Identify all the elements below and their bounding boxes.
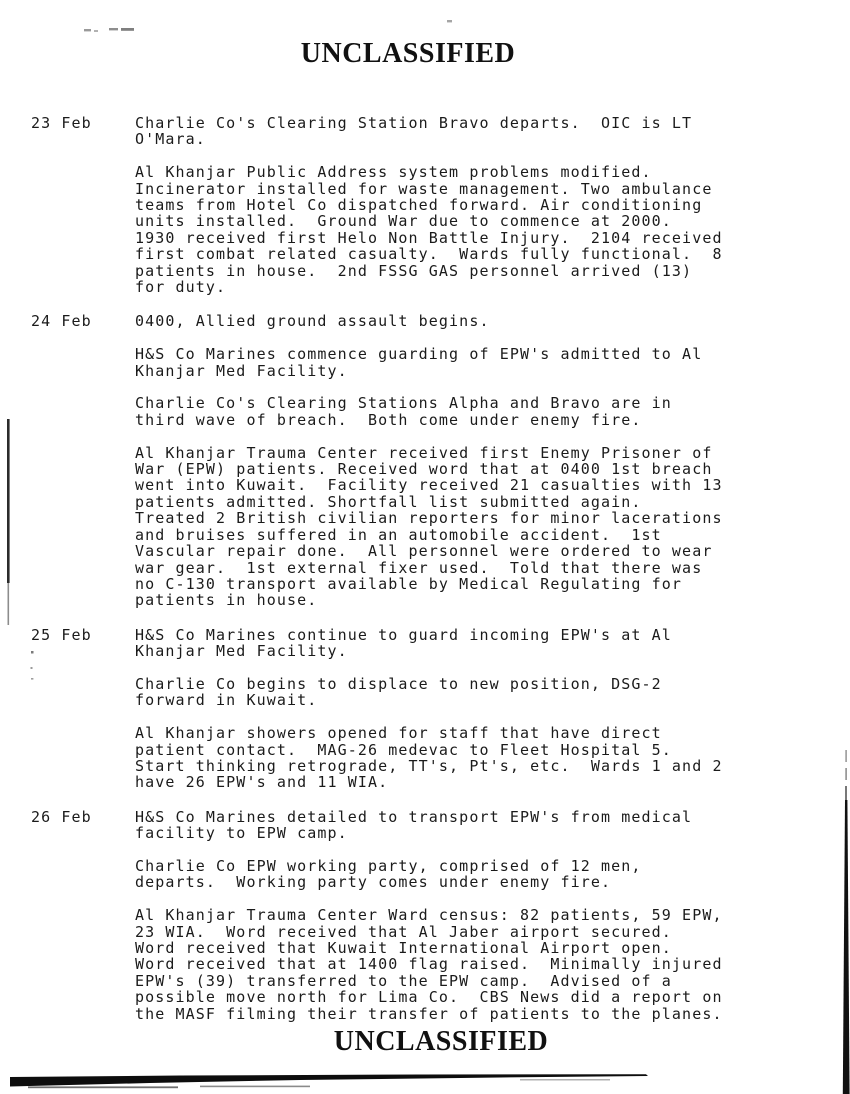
text-line: no C-130 transport available by Medical Regulating for (135, 574, 683, 593)
text-line: patients in house. (135, 591, 318, 610)
text-line: and bruises suffered in an automobile accident. 1st (135, 525, 662, 544)
text-line: War (EPW) patients. Received word that at 0400 1st breach (135, 460, 713, 479)
entry-paragraph (135, 346, 850, 379)
entry-paragraph (135, 907, 850, 1022)
text-line: 0400, Allied ground assault begins. (135, 312, 490, 331)
text-line: Charlie Co begins to displace to new position, DSG-2 (135, 674, 662, 693)
text-line: Al Khanjar Trauma Center received first Enemy Prisoner of (135, 443, 713, 462)
entry-paragraph (135, 395, 850, 428)
text-line: patient contact. MAG-26 medevac to Fleet Hospital 5. (135, 740, 672, 759)
text-line: first combat related casualty. Wards fully functional. 8 (135, 245, 723, 264)
text-line: teams from Hotel Co dispatched forward. Air conditioning (135, 196, 703, 215)
log-entry (31, 627, 850, 791)
text-line: Khanjar Med Facility. (135, 361, 348, 380)
text-line: O'Mara. (135, 130, 206, 149)
entry-paragraph (135, 164, 850, 295)
entry-paragraph (135, 445, 850, 609)
text-line: departs. Working party comes under enemy fire. (135, 873, 612, 892)
entry-date: 26 Feb (31, 807, 92, 826)
text-line: for duty. (135, 278, 227, 297)
log-entries (0, 115, 850, 1022)
text-line: Start thinking retrograde, TT's, Pt's, etc. Wards 1 and 2 (135, 756, 723, 775)
entry-paragraph (135, 725, 850, 791)
text-line: Incinerator installed for waste management. Two ambulance (135, 179, 713, 198)
text-line: Word received that Kuwait International Airport open. (135, 938, 672, 957)
classification-header: UNCLASSIFIED (300, 38, 516, 69)
entry-paragraph (135, 313, 850, 329)
entry-paragraphs (135, 627, 850, 791)
log-entry (31, 809, 850, 1022)
text-line: Treated 2 British civilian reporters for minor lacerations (135, 509, 723, 528)
text-line: Al Khanjar Public Address system problems modified. (135, 163, 652, 182)
text-line: Khanjar Med Facility. (135, 642, 348, 661)
bottom-scan-bar (10, 1074, 648, 1088)
text-line: Vascular repair done. All personnel were ordered to wear (135, 542, 713, 561)
text-line: Al Khanjar Trauma Center Ward census: 82 patients, 59 EPW, (135, 906, 723, 925)
text-line: have 26 EPW's and 11 WIA. (135, 773, 389, 792)
entry-paragraph (135, 858, 850, 891)
text-line: possible move north for Lima Co. CBS News did a report on (135, 988, 723, 1007)
text-line: EPW's (39) transferred to the EPW camp. Advised of a (135, 971, 672, 990)
text-line: war gear. 1st external fixer used. Told that there was (135, 558, 703, 577)
entry-paragraph (135, 627, 850, 660)
entry-date: 23 Feb (31, 114, 92, 132)
text-line: Al Khanjar showers opened for staff that have direct (135, 724, 662, 743)
text-line: forward in Kuwait. (135, 691, 318, 710)
text-line: patients admitted. Shortfall list submitted again. (135, 492, 642, 511)
entry-date: 24 Feb (31, 312, 92, 331)
text-line: went into Kuwait. Facility received 21 casualties with 13 (135, 476, 723, 495)
text-line: H&S Co Marines detailed to transport EPW's from medical (135, 807, 693, 826)
text-line: H&S Co Marines continue to guard incoming EPW's at Al (135, 625, 672, 644)
entry-paragraph (135, 676, 850, 709)
text-line: third wave of breach. Both come under enemy fire. (135, 410, 642, 429)
text-line: 1930 received first Helo Non Battle Injury. 2104 received (135, 228, 723, 247)
text-line: Charlie Co's Clearing Stations Alpha and Bravo are in (135, 394, 672, 413)
entry-paragraphs (135, 313, 850, 608)
scan-noise-top-specks (84, 20, 452, 32)
entry-date: 25 Feb (31, 625, 92, 644)
entry-paragraphs (135, 115, 850, 295)
text-line: units installed. Ground War due to commence at 2000. (135, 212, 672, 231)
text-line: Charlie Co EPW working party, comprised of 12 men, (135, 856, 642, 875)
text-line: Word received that at 1400 flag raised. Minimally injured (135, 955, 723, 974)
log-entry (31, 115, 850, 295)
entry-paragraph (135, 809, 850, 842)
text-line: H&S Co Marines commence guarding of EPW's admitted to Al (135, 345, 703, 364)
text-line: facility to EPW camp. (135, 824, 348, 843)
text-line: Charlie Co's Clearing Station Bravo departs. OIC is LT (135, 114, 693, 132)
log-entry (31, 313, 850, 608)
classification-footer: UNCLASSIFIED (333, 1026, 549, 1057)
text-line: the MASF filming their transfer of patients to the planes. (135, 1004, 723, 1023)
text-line: 23 WIA. Word received that Al Jaber airport secured. (135, 922, 672, 941)
entry-paragraphs (135, 809, 850, 1022)
entry-paragraph (135, 115, 850, 148)
text-line: patients in house. 2nd FSSG GAS personnel arrived (13) (135, 261, 693, 280)
